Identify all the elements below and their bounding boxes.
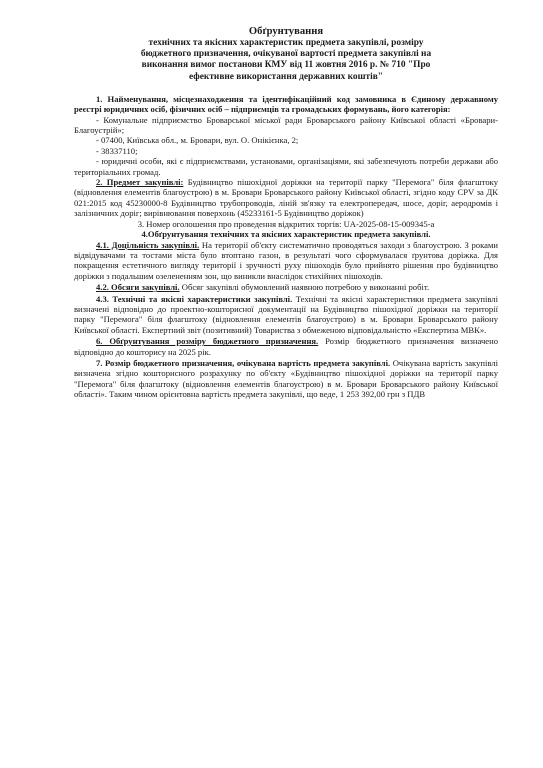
- section-7-paragraph: [74, 358, 498, 400]
- section-4-1-paragraph: [74, 240, 498, 282]
- section-1-heading: 1. Найменування, місцезнаходження та ідентифікаційний код замовника в Єдиному державному реєстрі юридичних осіб, фізичних осіб – підприємців та громадських формувань, його категорія:: [74, 93, 498, 115]
- section-4-3-paragraph: [74, 294, 498, 336]
- document-body: [74, 26, 498, 400]
- section-4-3-label: 4.3. Технічні та якісні характеристики закупівлі.: [96, 293, 293, 304]
- section-6-label: 6. Обґрунтування розміру бюджетного призначення.: [96, 336, 319, 347]
- section-4-1-text: На території об'єкту систематично проводяться заходи з благоустрою. З роками відвідувачами та тостами міста було втоптано газон, в результаті чого сформувалася ґрунтова доріжка. Для покращення естетичного вигляду території і зручності руху пішоходів було прийнято рішення про будівництво доріжки з подальшим озелененням зон, що виникли внаслідок стихійних пішоходів.: [74, 239, 498, 281]
- section-2-text: Будівництво пішохідної доріжки на території парку "Перемога" біля флагштоку (відновлення елементів благоустрою) в м. Бровари Броварського району Київської області, згідно коду CPV за ДК 021:2015 код 45230000-8 Будівництво трубопроводів, ліній зв'язку та електропередач, шосе, доріг, аеродромів і залізничних доріг; вирівнювання поверхонь (45233161-5 Будівництво доріжок): [74, 177, 498, 219]
- section-6-text: Розмір бюджетного призначення визначено відповідно до кошторису на 2025 рік.: [74, 336, 498, 357]
- section-6-paragraph: [74, 336, 498, 357]
- document-title-block: [80, 26, 492, 83]
- section-1-item-address: - 07400, Київська обл., м. Бровари, вул. О. Онікієнка, 2;: [96, 135, 299, 146]
- section-2-label: 2. Предмет закупівлі:: [96, 177, 184, 188]
- section-2-paragraph: [74, 177, 498, 219]
- section-3-announcement: 3. Номер оголошення про проведення відкритих торгів: UA-2025-08-15-009345-a: [137, 218, 435, 229]
- section-7-text: Очікувана вартість закупівлі визначена згідно кошторисного розрахунку по об'єкту «Будівництво пішохідної доріжки на території парку "Перемога" біля флагштоку (відновлення елементів благоустрою) в м. Бровари Броварського району Київської області». Таким чином орієнтовна вартість предмета закупівлі, що веде, 1 253 392,00 грн з ПДВ: [74, 357, 498, 400]
- document-title: Обґрунтування: [248, 26, 324, 37]
- section-4-1-label: 4.1. Доцільність закупівлі.: [96, 239, 200, 250]
- section-4-2-label: 4.2. Обсяги закупівлі.: [96, 282, 180, 293]
- subtitle-line-2: бюджетного призначення, очікуваної вартості предмета закупівлі на: [140, 49, 432, 60]
- section-1-item-name: - Комунальне підприємство Броварської міської ради Броварського району Київської області «Бровари-Благоустрій»;: [74, 114, 498, 136]
- section-4-2-paragraph: [74, 282, 498, 292]
- section-1-item-category: - юридичні особи, які є підприємствами, установами, організаціями, які забезпечують потреби держави або територіальних громад.: [74, 156, 498, 177]
- section-4-heading: 4.Обґрунтування технічних та якісних характеристик предмета закупівлі.: [141, 229, 431, 240]
- subtitle-line-1: технічних та якісних характеристик предмета закупівлі, розміру: [148, 38, 424, 48]
- section-7-label: 7. Розмір бюджетного призначення, очікувана вартість предмета закупівлі.: [96, 357, 391, 368]
- subtitle-line-3: виконання вимог постанови КМУ від 11 жовтня 2016 р. № 710 "Про: [141, 60, 431, 71]
- section-1-item-code: - 38337110;: [96, 145, 138, 156]
- section-4-3-text: Технічні та якісні характеристики предмета закупівлі визначені відповідно до проектно-кошторисної документації на Будівництво пішохідної доріжки на території парку "Перемога" біля флагштоку (відновлення елементів благоустрою) в м. Бровари Броварського району Київської області. Експертний звіт (позитивний) Товариства з обмеженою відповідальністю «Експертиза МВК».: [74, 293, 498, 335]
- section-4-2-text: Обсяг закупівлі обумовлений наявною потребою у виконанні робіт.: [179, 282, 430, 293]
- subtitle-line-4: ефективне використання державних коштів": [189, 71, 383, 82]
